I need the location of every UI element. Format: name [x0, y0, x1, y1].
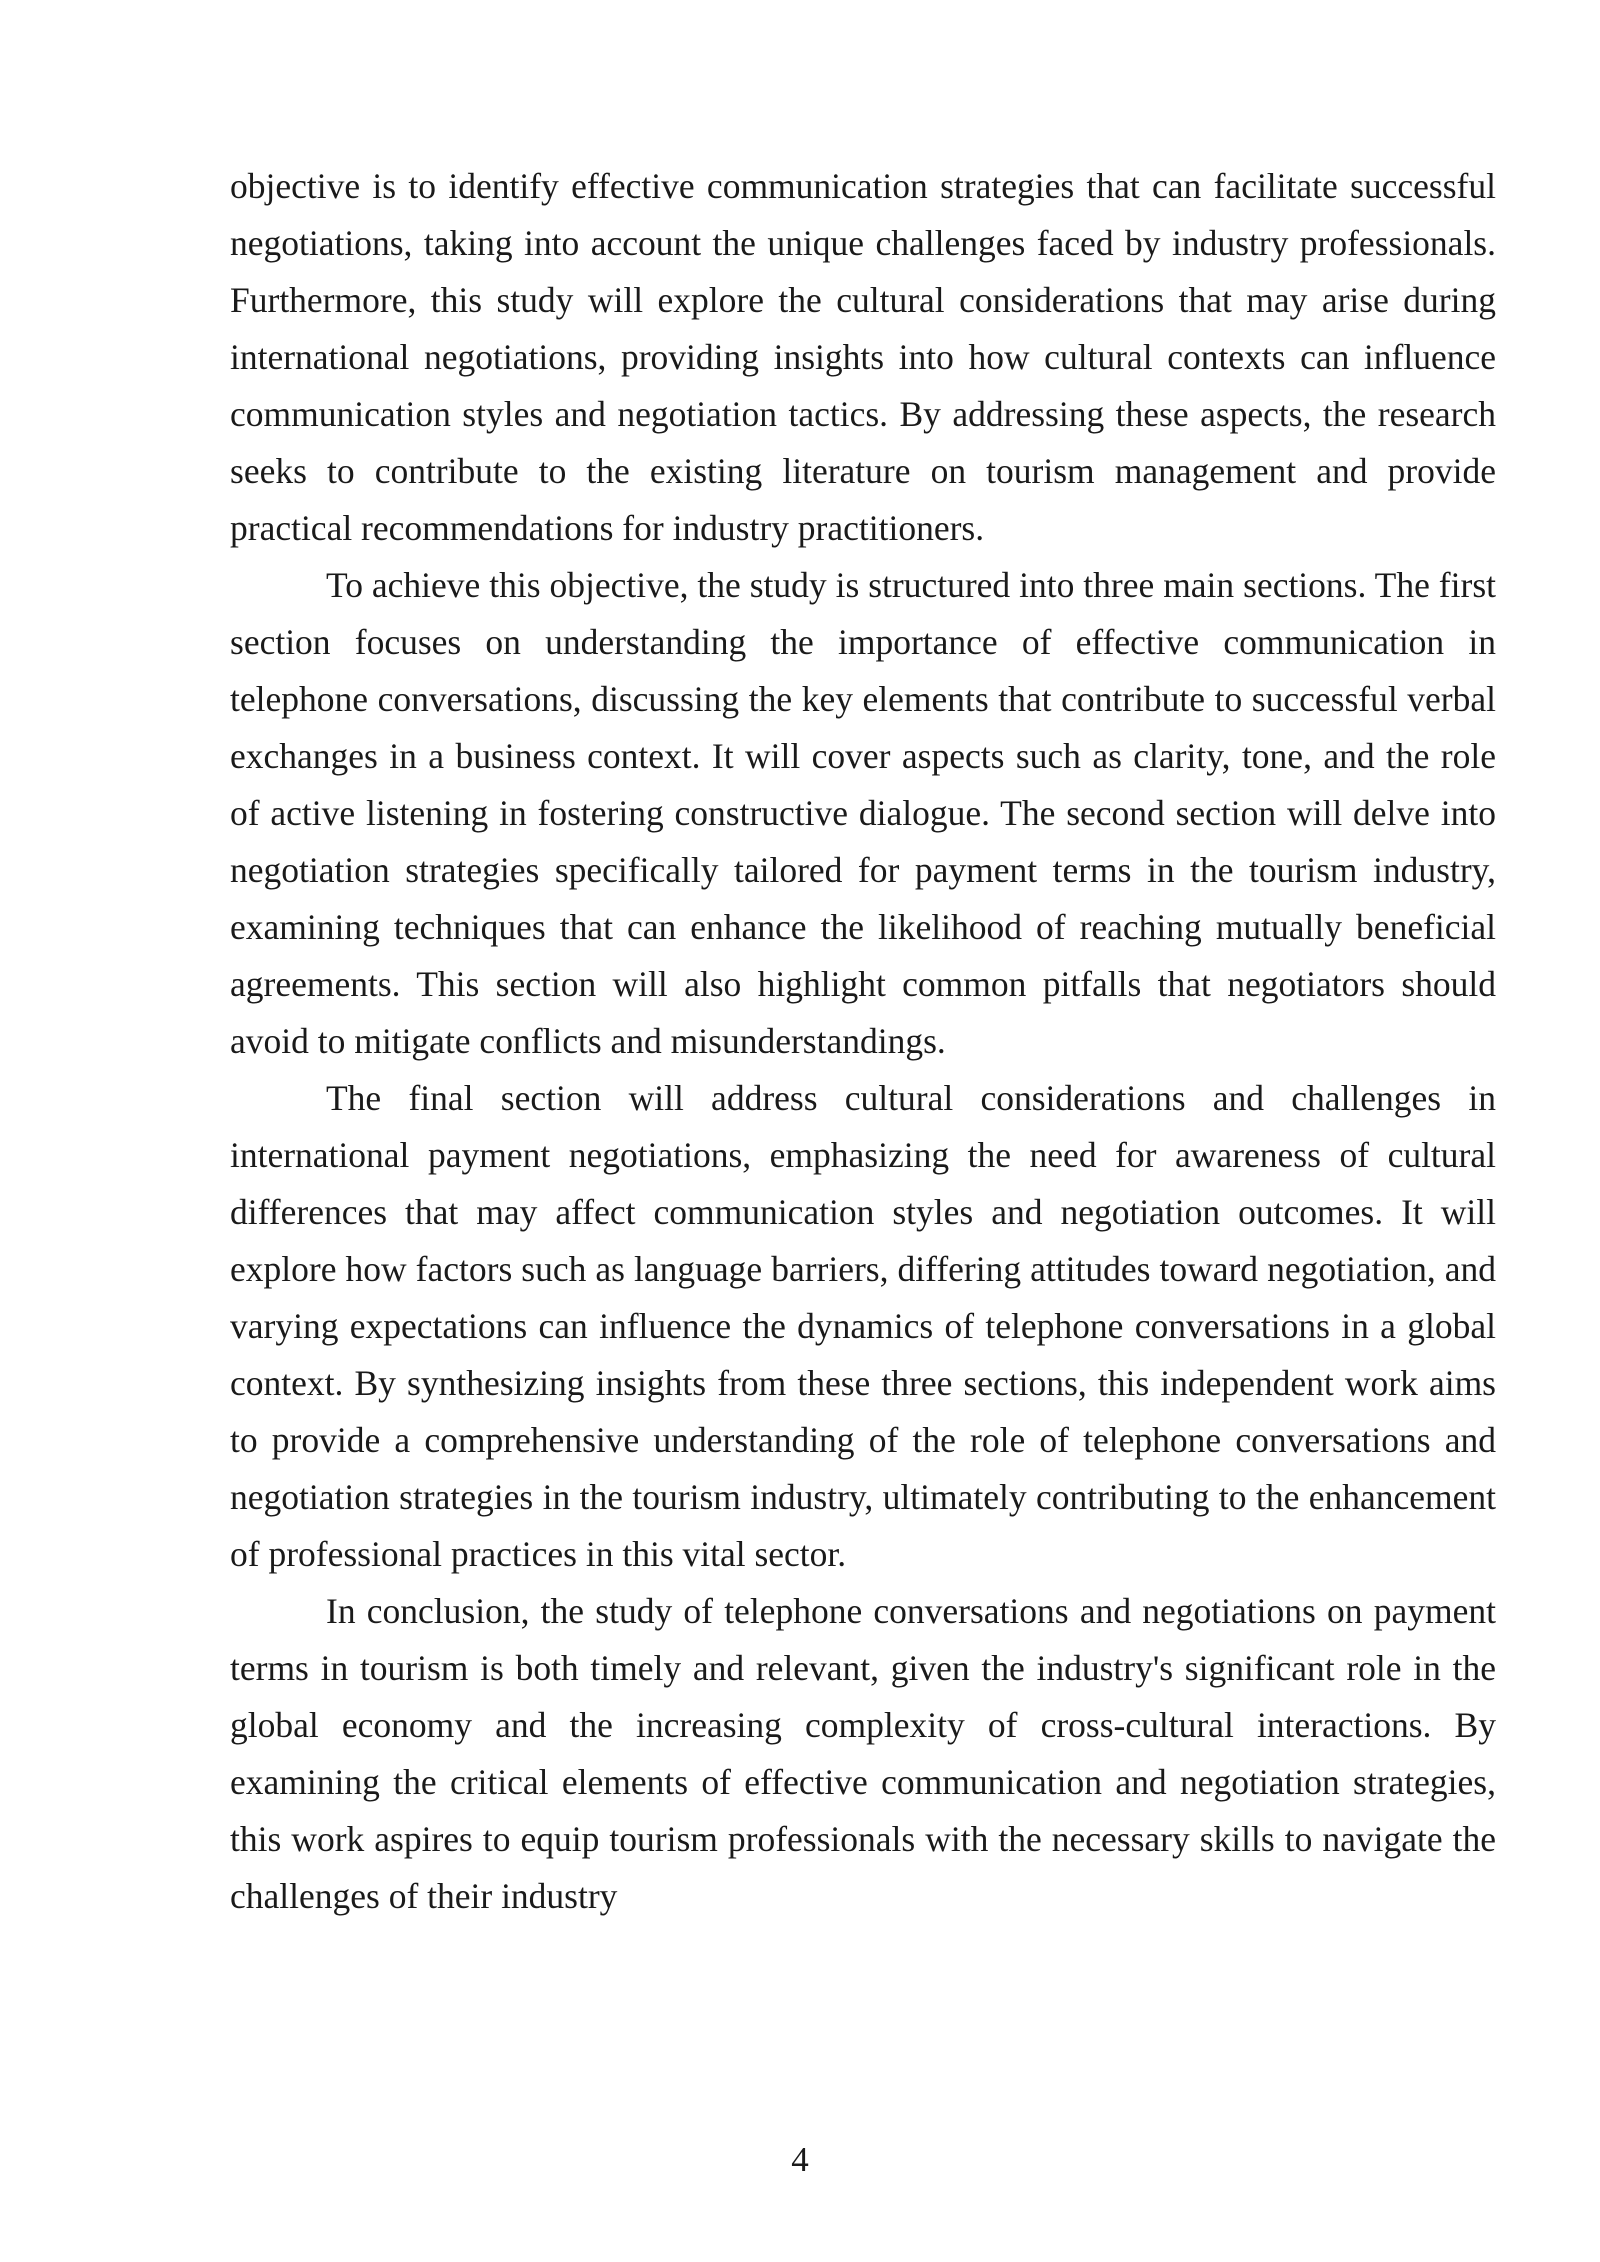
- page-number: 4: [791, 2140, 809, 2179]
- body-text: [230, 158, 1496, 1925]
- paragraph-final-section: The final section will address cultural considerations and challenges in international payment negotiations, emphasizing the need for awareness of cultural differences that may affect communication styles and negotiation outcomes. It will explore how factors such as language barriers, differing attitudes toward negotiation, and varying expectations can influence the dynamics of telephone conversations in a global context. By synthesizing insights from these three sections, this independent work aims to provide a comprehensive understanding of the role of telephone conversations and negotiation strategies in the tourism industry, ultimately contributing to the enhancement of professional practices in this vital sector.: [230, 1078, 1496, 1574]
- paragraph-conclusion: In conclusion, the study of telephone conversations and negotiations on payment terms in tourism is both timely and relevant, given the industry's significant role in the global economy and the increasing complexity of cross-cultural interactions. By examining the critical elements of effective communication and negotiation strategies, this work aspires to equip tourism professionals with the necessary skills to navigate the challenges of their industry: [230, 1591, 1496, 1916]
- paragraph-structure: To achieve this objective, the study is structured into three main sections. The first section focuses on understanding the importance of effective communication in telephone conversations, discussing the key elements that contribute to successful verbal exchanges in a business context. It will cover aspects such as clarity, tone, and the role of active listening in fostering constructive dialogue. The second section will delve into negotiation strategies specifically tailored for payment terms in the tourism industry, examining techniques that can enhance the likelihood of reaching mutually beneficial agreements. This section will also highlight common pitfalls that negotiators should avoid to mitigate conflicts and misunderstandings.: [230, 565, 1496, 1061]
- paragraph-continuation: objective is to identify effective communication strategies that can facilitate successful negotiations, taking into account the unique challenges faced by industry professionals. Furthermore, this study will explore the cultural considerations that may arise during international negotiations, providing insights into how cultural contexts can influence communication styles and negotiation tactics. By addressing these aspects, the research seeks to contribute to the existing literature on tourism management and provide practical recommendations for industry practitioners.: [230, 166, 1496, 548]
